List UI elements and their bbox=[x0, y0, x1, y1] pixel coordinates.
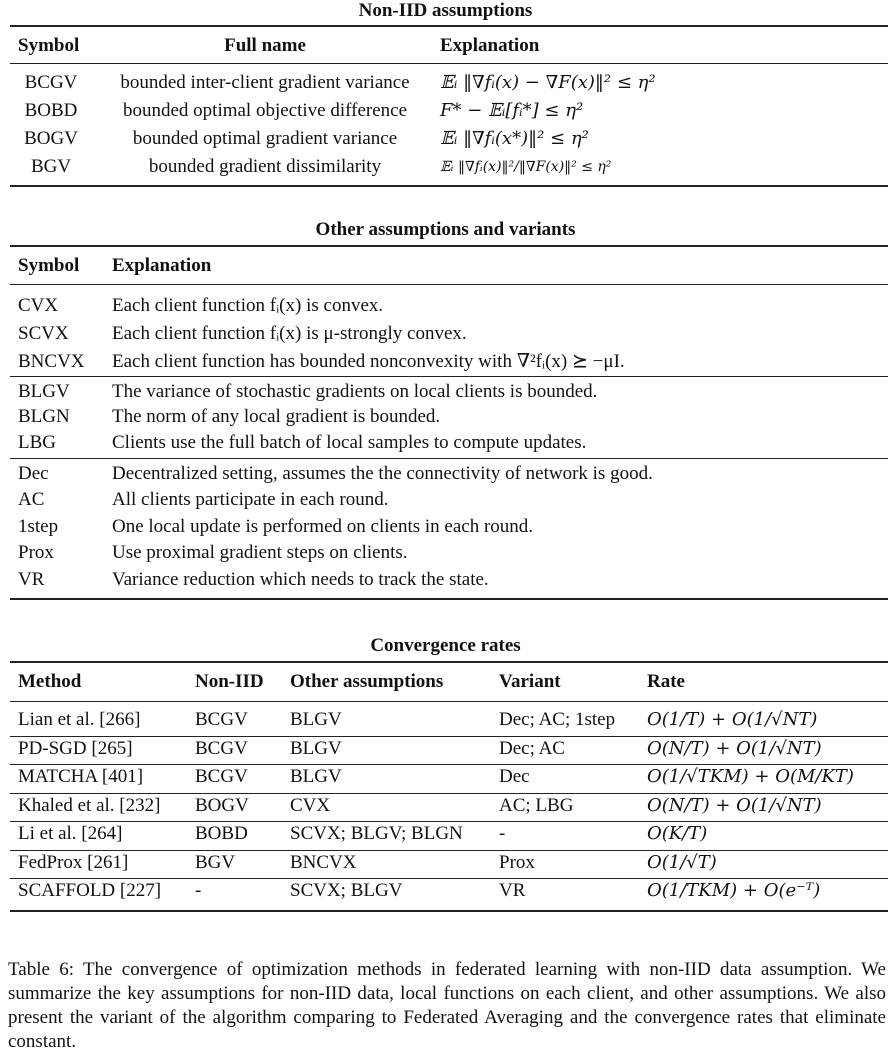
header-method: Method bbox=[18, 671, 82, 692]
method-cell: SCAFFOLD [227] bbox=[18, 880, 162, 901]
explanation-cell: Clients use the full batch of local samples to compute updates. bbox=[112, 432, 587, 453]
symbol-cell: BOBD bbox=[24, 100, 78, 121]
explanation-cell: Decentralized setting, assumes the the connectivity of network is good. bbox=[112, 463, 653, 484]
bottom-rule bbox=[10, 598, 888, 600]
non-iid-cell: BCGV bbox=[195, 766, 248, 787]
header-explanation: Explanation bbox=[112, 255, 212, 276]
other-assumptions-cell: BLGV bbox=[290, 709, 342, 730]
rate-cell: O(1/TKM) + O(e⁻ᵀ) bbox=[647, 880, 821, 901]
rate-cell: O(1/√T) bbox=[647, 852, 717, 873]
symbol-cell: Prox bbox=[18, 542, 54, 563]
explanation-cell: Each client function fᵢ(x) is μ-strongly convex. bbox=[112, 323, 467, 344]
method-cell: PD-SGD [265] bbox=[18, 738, 133, 759]
method-cell: Khaled et al. [232] bbox=[18, 795, 161, 816]
variant-cell: - bbox=[499, 823, 506, 844]
method-cell: Lian et al. [266] bbox=[18, 709, 141, 730]
rate-cell: O(1/√TKM) + O(M/KT) bbox=[647, 766, 854, 787]
rate-cell: O(N/T) + O(1/√NT) bbox=[647, 738, 822, 759]
variant-cell: Prox bbox=[499, 852, 535, 873]
symbol-cell: BGV bbox=[30, 156, 72, 177]
full-name-cell: bounded optimal gradient variance bbox=[132, 128, 398, 149]
symbol-cell: BLGN bbox=[18, 406, 70, 427]
header-rate: Rate bbox=[647, 671, 685, 692]
other-assumptions-cell: BLGV bbox=[290, 738, 342, 759]
row-rule bbox=[10, 850, 888, 851]
method-cell: Li et al. [264] bbox=[18, 823, 123, 844]
header-symbol: Symbol bbox=[18, 255, 80, 276]
method-cell: FedProx [261] bbox=[18, 852, 129, 873]
header-symbol: Symbol bbox=[18, 35, 80, 56]
non-iid-cell: BOBD bbox=[195, 823, 248, 844]
explanation-cell: One local update is performed on clients in each round. bbox=[112, 516, 534, 537]
bottom-rule bbox=[10, 185, 888, 187]
rate-cell: O(K/T) bbox=[647, 823, 708, 844]
header-full-name: Full name bbox=[224, 35, 306, 56]
group-rule bbox=[10, 458, 888, 459]
formula-cell: 𝔼ᵢ ‖∇fᵢ(x) − ∇F(x)‖² ≤ η² bbox=[440, 72, 656, 93]
symbol-cell: Dec bbox=[18, 463, 49, 484]
top-rule bbox=[10, 661, 888, 663]
formula-cell: 𝔼ᵢ ‖∇fᵢ(x*)‖² ≤ η² bbox=[440, 128, 589, 149]
bottom-rule bbox=[10, 910, 888, 912]
symbol-cell: 1step bbox=[18, 516, 59, 537]
formula-cell: F* − 𝔼ᵢ[fᵢ*] ≤ η² bbox=[440, 100, 584, 121]
symbol-cell: BLGV bbox=[18, 381, 70, 402]
rate-cell: O(N/T) + O(1/√NT) bbox=[647, 795, 822, 816]
other-assumptions-cell: BNCVX bbox=[290, 852, 357, 873]
symbol-cell: SCVX bbox=[18, 323, 69, 344]
explanation-cell: The variance of stochastic gradients on local clients is bounded. bbox=[112, 381, 598, 402]
explanation-cell: Each client function has bounded nonconvexity with ∇²fᵢ(x) ⪰ −μI. bbox=[112, 351, 625, 372]
explanation-cell: Each client function fᵢ(x) is convex. bbox=[112, 295, 384, 316]
symbol-cell: BOGV bbox=[24, 128, 78, 149]
symbol-cell: AC bbox=[18, 489, 45, 510]
method-cell: MATCHA [401] bbox=[18, 766, 144, 787]
explanation-cell: Variance reduction which needs to track the state. bbox=[112, 569, 489, 590]
other-assumptions-cell: SCVX; BLGV bbox=[290, 880, 403, 901]
non-iid-cell: - bbox=[195, 880, 202, 901]
mid-rule bbox=[10, 701, 888, 702]
table-title: Other assumptions and variants bbox=[315, 219, 576, 240]
symbol-cell: BCGV bbox=[24, 72, 78, 93]
symbol-cell: CVX bbox=[18, 295, 59, 316]
variant-cell: VR bbox=[499, 880, 526, 901]
non-iid-cell: BOGV bbox=[195, 795, 249, 816]
symbol-cell: BNCVX bbox=[18, 351, 85, 372]
variant-cell: Dec; AC; 1step bbox=[499, 709, 616, 730]
explanation-cell: Use proximal gradient steps on clients. bbox=[112, 542, 408, 563]
variant-cell: AC; LBG bbox=[499, 795, 574, 816]
table-title: Convergence rates bbox=[370, 635, 521, 656]
header-non-iid: Non-IID bbox=[195, 671, 264, 692]
full-name-cell: bounded gradient dissimilarity bbox=[148, 156, 382, 177]
top-rule bbox=[10, 245, 888, 247]
non-iid-cell: BCGV bbox=[195, 738, 248, 759]
variant-cell: Dec bbox=[499, 766, 530, 787]
table-caption: Table 6: The convergence of optimization methods in federated learning with non-IID data assumption. We summarize the key assumptions for non-IID data, local functions on each client, and other assumptions. We also present the variant of the algorithm comparing to Federated Averaging and the convergence rates that eliminate constant. bbox=[8, 959, 886, 1052]
full-name-cell: bounded optimal objective difference bbox=[122, 100, 408, 121]
symbol-cell: LBG bbox=[18, 432, 56, 453]
table-title: Non-IID assumptions bbox=[358, 0, 533, 21]
mid-rule bbox=[10, 63, 888, 64]
other-assumptions-cell: SCVX; BLGV; BLGN bbox=[290, 823, 463, 844]
top-rule bbox=[10, 25, 888, 27]
header-explanation: Explanation bbox=[440, 35, 540, 56]
non-iid-cell: BGV bbox=[195, 852, 236, 873]
other-assumptions-cell: BLGV bbox=[290, 766, 342, 787]
explanation-cell: The norm of any local gradient is bounded. bbox=[112, 406, 441, 427]
full-name-cell: bounded inter-client gradient variance bbox=[120, 72, 410, 93]
symbol-cell: VR bbox=[18, 569, 45, 590]
non-iid-cell: BCGV bbox=[195, 709, 248, 730]
variant-cell: Dec; AC bbox=[499, 738, 565, 759]
mid-rule bbox=[10, 284, 888, 285]
rate-cell: O(1/T) + O(1/√NT) bbox=[647, 709, 818, 730]
other-assumptions-cell: CVX bbox=[290, 795, 331, 816]
header-variant: Variant bbox=[499, 671, 561, 692]
header-other-assumptions: Other assumptions bbox=[290, 671, 444, 692]
formula-cell: 𝔼ᵢ ‖∇fᵢ(x)‖²/‖∇F(x)‖² ≤ η² bbox=[440, 159, 612, 175]
explanation-cell: All clients participate in each round. bbox=[112, 489, 389, 510]
group-rule bbox=[10, 376, 888, 377]
